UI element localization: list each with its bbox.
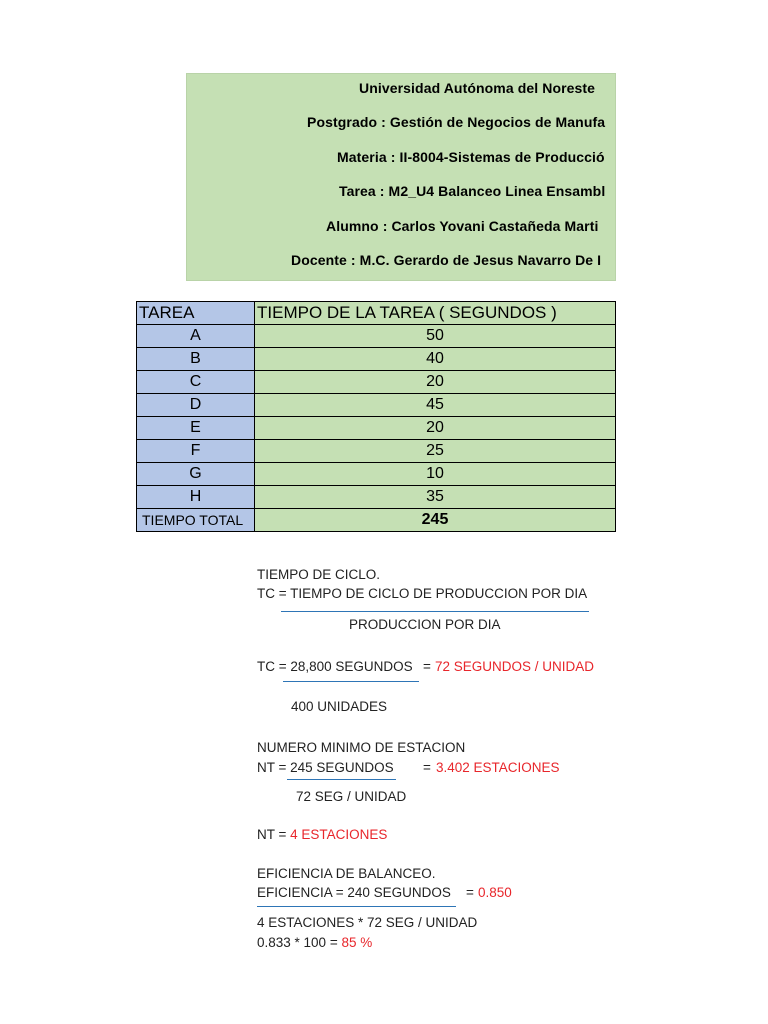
efficiency-denominator: 4 ESTACIONES * 72 SEG / UNIDAD xyxy=(257,915,478,930)
subject-name: Materia : II-8004-Sistemas de Producció xyxy=(337,149,605,165)
cycle-formula: TC = TIEMPO DE CICLO DE PRODUCCION POR DIA xyxy=(257,586,588,601)
table-row xyxy=(137,325,616,348)
efficiency-percent-result: 85 % xyxy=(341,935,373,950)
efficiency-result: 0.850 xyxy=(478,885,512,900)
task-cell: D xyxy=(137,394,255,417)
time-cell: 50 xyxy=(255,325,616,348)
stations-final xyxy=(257,827,387,842)
header-teacher xyxy=(187,252,615,272)
university-name: Universidad Autónoma del Noreste xyxy=(359,80,596,96)
assignment-name: Tarea : M2_U4 Balanceo Linea Ensambl xyxy=(339,183,606,199)
header-box xyxy=(186,73,616,281)
cycle-calc-fraction-line xyxy=(283,681,419,682)
table-header-row xyxy=(137,302,616,325)
task-cell: C xyxy=(137,371,255,394)
table-row xyxy=(137,417,616,440)
cycle-denominator: PRODUCCION POR DIA xyxy=(349,617,501,632)
stations-final-prefix: NT = xyxy=(257,827,291,842)
task-cell: H xyxy=(137,486,255,509)
header-assignment xyxy=(187,183,615,203)
table-row xyxy=(137,440,616,463)
cycle-calc-result: 72 SEGUNDOS / UNIDAD xyxy=(435,659,595,674)
header-subject xyxy=(187,149,615,169)
table-row xyxy=(137,348,616,371)
efficiency-equals: = xyxy=(466,885,474,900)
time-cell: 35 xyxy=(255,486,616,509)
header-task: TAREA xyxy=(137,302,255,325)
task-time-table xyxy=(136,301,616,532)
cycle-calc-numerator: TC = 28,800 SEGUNDOS xyxy=(257,659,413,674)
time-cell: 20 xyxy=(255,417,616,440)
stations-numerator-prefix: NT = xyxy=(257,760,291,775)
header-program xyxy=(187,114,615,134)
total-label: TIEMPO TOTAL xyxy=(137,509,255,532)
stations-equals: = xyxy=(423,760,431,775)
stations-fraction-line xyxy=(287,779,396,780)
cycle-calc-denominator: 400 UNIDADES xyxy=(291,699,388,714)
program-name: Postgrado : Gestión de Negocios de Manufa xyxy=(307,114,606,130)
efficiency-percent xyxy=(257,935,372,950)
total-value: 245 xyxy=(255,509,616,532)
time-cell: 10 xyxy=(255,463,616,486)
stations-numerator-line xyxy=(257,760,394,775)
stations-final-result: 4 ESTACIONES xyxy=(290,827,388,842)
header-time: TIEMPO DE LA TAREA ( SEGUNDOS ) xyxy=(255,302,616,325)
cycle-fraction-line xyxy=(281,611,589,612)
table-row xyxy=(137,394,616,417)
task-cell: E xyxy=(137,417,255,440)
stations-numerator: 245 SEGUNDOS xyxy=(290,760,394,775)
task-cell: F xyxy=(137,440,255,463)
task-cell: A xyxy=(137,325,255,348)
task-cell: B xyxy=(137,348,255,371)
efficiency-title: EFICIENCIA DE BALANCEO. xyxy=(257,866,436,881)
table-total-row xyxy=(137,509,616,532)
cycle-title: TIEMPO DE CICLO. xyxy=(257,567,381,582)
time-cell: 20 xyxy=(255,371,616,394)
table-row xyxy=(137,463,616,486)
time-cell: 25 xyxy=(255,440,616,463)
stations-denominator: 72 SEG / UNIDAD xyxy=(296,789,407,804)
stations-title: NUMERO MINIMO DE ESTACION xyxy=(257,740,466,755)
time-cell: 40 xyxy=(255,348,616,371)
efficiency-numerator: EFICIENCIA = 240 SEGUNDOS xyxy=(257,885,451,900)
efficiency-fraction-line xyxy=(257,906,456,907)
teacher-name: Docente : M.C. Gerardo de Jesus Navarro De I xyxy=(291,252,602,268)
stations-result: 3.402 ESTACIONES xyxy=(436,760,560,775)
table-row xyxy=(137,486,616,509)
table-row xyxy=(137,371,616,394)
task-cell: G xyxy=(137,463,255,486)
efficiency-percent-prefix: 0.833 * 100 = xyxy=(257,935,342,950)
student-name: Alumno : Carlos Yovani Castañeda Marti xyxy=(326,218,599,234)
time-cell: 45 xyxy=(255,394,616,417)
header-university xyxy=(187,80,615,100)
cycle-calc-equals: = xyxy=(423,659,431,674)
header-student xyxy=(187,218,615,238)
